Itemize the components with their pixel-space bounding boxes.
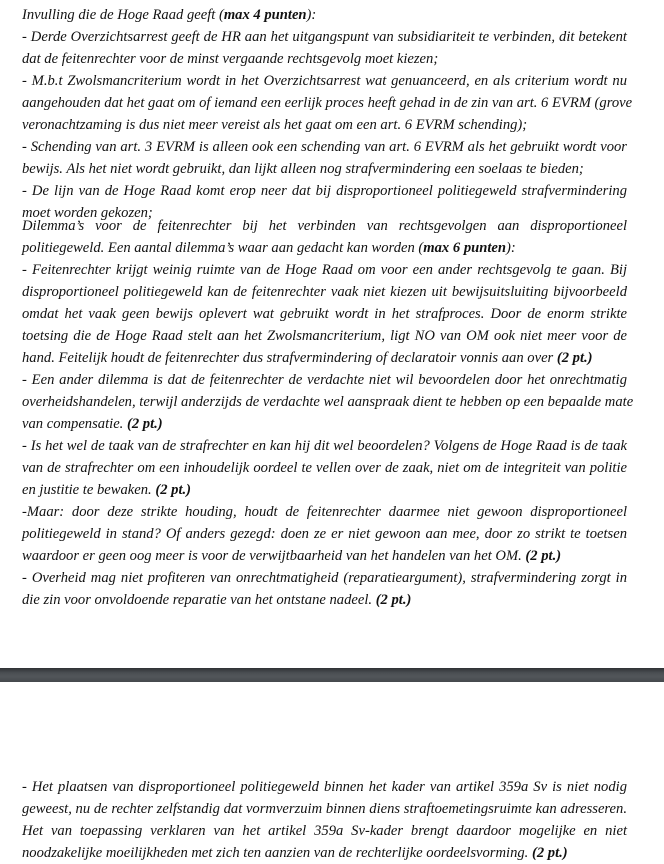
text-line: overheidshandelen, terwijl anderzijds de verdachte wel aanspraak dient te hebben op een bepaalde mate (22, 394, 634, 410)
text-line: geweest, nu de rechter zelfstandig dat vormverzuim binnen diens straftoemetingsruimte kan adresseren. (22, 801, 627, 817)
text-line: dat de feitenrechter voor de minst vergaande rechtsgevolg moet kiezen; (22, 51, 439, 67)
text-line: politiegeweld in stand? Of anders gezegd: doen ze er niet gewoon aan mee, door zo strikt te toetsen (22, 526, 627, 542)
line-text: hand. Feitelijk houdt de feitenrechter dus strafvermindering of declaratoir vonnis aan over (22, 350, 557, 366)
text-line: - Schending van art. 3 EVRM is alleen ook een schending van art. 6 EVRM als het gebruikt wordt voor (22, 139, 627, 155)
text-line: - Een ander dilemma is dat de feitenrechter de verdachte niet wil bevoordelen door het onrechtmatig (22, 372, 627, 388)
line-text: en justitie te bewaken. (22, 482, 156, 498)
text-line: - M.b.t Zwolsmancriterium wordt in het Overzichtsarrest wat genuanceerd, en als criterium wordt nu (22, 73, 627, 89)
text-line: moet worden gekozen; (22, 205, 153, 221)
text-line: - Overheid mag niet profiteren van onrechtmatigheid (reparatieargument), strafvermindering zorgt in (22, 570, 627, 586)
text-line: van de strafrechter om een inhoudelijk oordeel te vellen over de zaak, niet om de integriteit van politie (22, 460, 627, 476)
points-label: (2 pt.) (525, 548, 562, 564)
text-line: -Maar: door deze strikte houding, houdt de feitenrechter daarmee niet gewoon disproportioneel (22, 504, 627, 520)
text-line: toetsing die de Hoge Raad stelt aan het Zwolsmancriterium, ligt NO van OM ook niet meer voor de (22, 328, 627, 344)
text-line (22, 4, 627, 26)
text-line: disproportioneel politiegeweld kan de feitenrechter vaak niet kiezen uit bewijsuitsluiting bijvoorbeeld (22, 284, 627, 300)
page-separator (0, 668, 664, 682)
points-label: (2 pt.) (556, 350, 593, 366)
document-page-2 (0, 682, 664, 861)
text-line: - Derde Overzichtsarrest geeft de HR aan het uitgangspunt van subsidiariteit te verbinden, dit betekent (22, 29, 627, 45)
text-line: - Is het wel de taak van de strafrechter en kan hij dit wel beoordelen? Volgens de Hoge Raad is de taak (22, 438, 627, 454)
text-line: bewijs. Als het niet wordt gebruikt, dan lijkt alleen nog strafvermindering een soelaas te bieden; (22, 161, 584, 177)
text-line (22, 237, 627, 259)
line-text: noodzakelijke moeilijkheden met zich ten aanzien van de rechterlijke oordeelsvorming. (22, 845, 532, 861)
points-label: (2 pt.) (155, 482, 192, 498)
text-line (22, 347, 627, 369)
line-text: Invulling die de Hoge Raad geeft ( (22, 7, 224, 23)
points-label: max 4 punten (223, 7, 307, 23)
points-label: (2 pt.) (126, 416, 163, 432)
line-text: waardoor er geen oog meer is voor de verwijtbaarheid van het handelen van het OM. (22, 548, 526, 564)
text-line: - Het plaatsen van disproportioneel politiegeweld binnen het kader van artikel 359a Sv is niet nodig (22, 779, 627, 795)
text-line (22, 589, 627, 611)
text-line: aangehouden dat het gaat om of iemand een eerlijk proces heeft gehad in de zin van art. 6 EVRM (grove (22, 95, 633, 111)
line-text: van compensatie. (22, 416, 127, 432)
text-line: omdat het vaak geen bewijs oplevert wat gebruikt wordt in het strafproces. Door de enorm strikte (22, 306, 627, 322)
text-line: Het van toepassing verklaren van het artikel 359a Sv-kader brengt daardoor mogelijke en niet (22, 823, 627, 839)
text-line (22, 413, 627, 435)
line-tail: ): (506, 240, 516, 256)
points-label: max 6 punten (423, 240, 506, 256)
line-text: politiegeweld. Een aantal dilemma’s waar aan gedacht kan worden ( (22, 240, 424, 256)
text-line (22, 842, 627, 864)
text-line: Dilemma’s voor de feitenrechter bij het verbinden van rechtsgevolgen aan disproportioneel (22, 218, 627, 234)
line-text: die zin voor onvoldoende reparatie van het ontstane nadeel. (22, 592, 376, 608)
points-label: (2 pt.) (375, 592, 412, 608)
text-line: veronachtzaming is dus niet meer vereist als het gaat om een art. 6 EVRM schending); (22, 117, 528, 133)
text-line: - De lijn van de Hoge Raad komt erop neer dat bij disproportioneel politiegeweld strafvermindering (22, 183, 627, 199)
text-line (22, 479, 627, 501)
line-tail: ): (306, 7, 317, 23)
text-line: - Feitenrechter krijgt weinig ruimte van de Hoge Raad om voor een ander rechtsgevolg te gaan. Bij (22, 262, 627, 278)
points-label: (2 pt.) (531, 845, 568, 861)
text-line (22, 545, 627, 567)
